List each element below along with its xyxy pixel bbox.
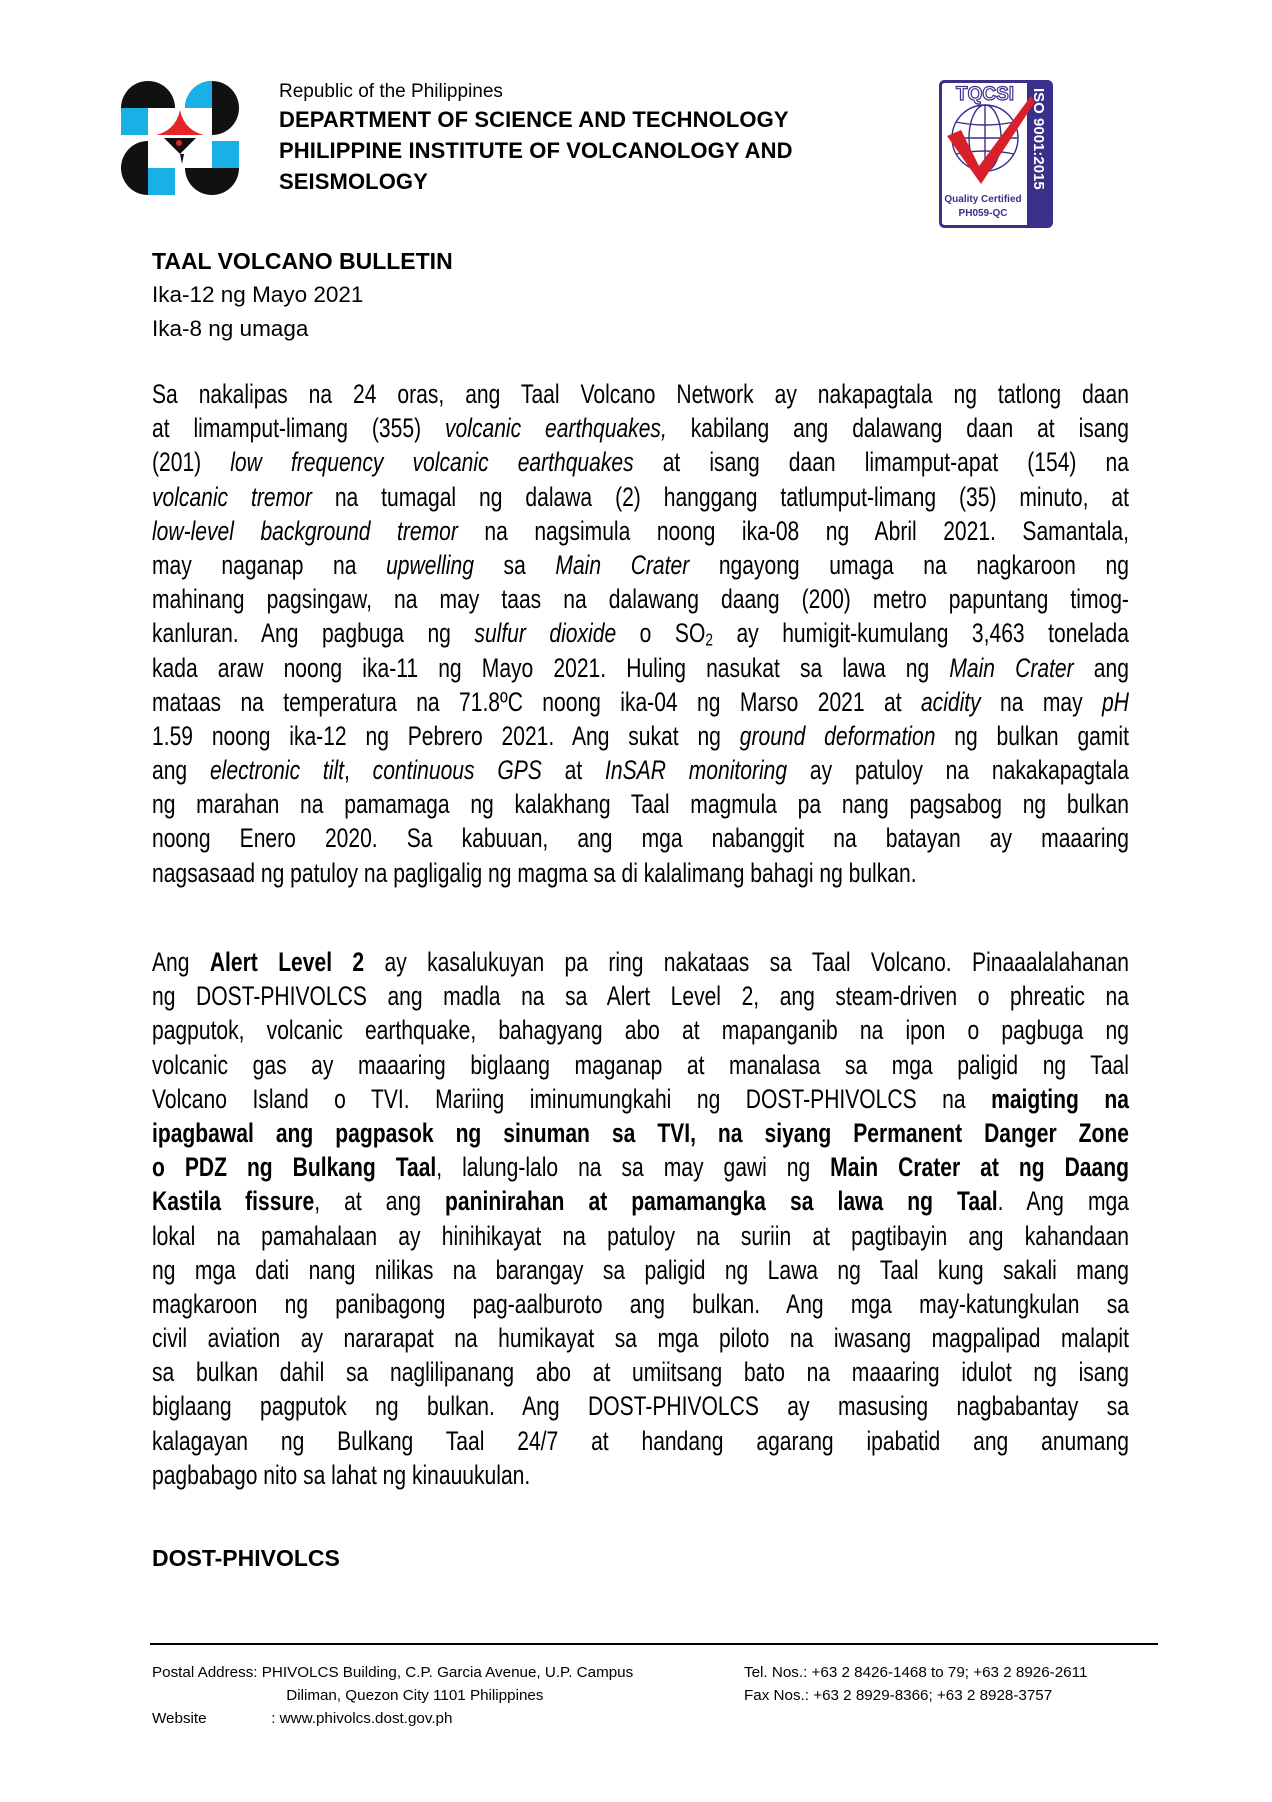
text-run: ng marahan na pamamaga ng kalakhang Taal magmula pa nang pagsabog ng bulkan xyxy=(152,789,1129,820)
text-run: at isang daan limamput-apat (154) na xyxy=(633,447,1129,478)
paragraph-line xyxy=(152,719,1129,753)
paragraph-line xyxy=(152,411,1129,445)
text-run: may naganap na xyxy=(152,549,387,580)
text-run: kabilang ang dalawang daan at isang xyxy=(666,413,1129,444)
website-link[interactable]: : www.phivolcs.dost.gov.ph xyxy=(271,1710,453,1727)
paragraph-line xyxy=(152,445,1129,479)
bold-text: maigting na xyxy=(991,1083,1129,1114)
paragraph-line xyxy=(152,548,1129,582)
text-run: ay humigit-kumulang 3,463 tonelada xyxy=(712,618,1129,649)
text-run: civil aviation ay nararapat na humikayat sa mga piloto na iwasang magpalipad malapit xyxy=(152,1323,1129,1354)
paragraph-line xyxy=(152,1424,1129,1458)
text-run: ng DOST-PHIVOLCS ang madla na sa Alert Level 2, ang steam-driven o phreatic na xyxy=(152,981,1129,1012)
paragraph-line xyxy=(152,945,1129,979)
italic-term: volcanic tremor xyxy=(152,481,312,512)
paragraph-line xyxy=(152,787,1129,821)
text-run: volcanic gas ay maaaring biglaang maganap at manalasa sa mga paligid ng Taal xyxy=(152,1049,1129,1080)
text-run: ang xyxy=(1073,652,1129,683)
text-run: pagbabago nito sa lahat ng kinauukulan. xyxy=(152,1459,531,1490)
bulletin-title: TAAL VOLCANO BULLETIN xyxy=(152,248,453,274)
text-run: pagputok, volcanic earthquake, bahagyang abo at mapanganib na ipon o pagbuga ng xyxy=(152,1015,1129,1046)
text-run: o SO xyxy=(616,618,706,649)
italic-term: electronic tilt xyxy=(209,755,344,786)
agency-header xyxy=(279,80,793,197)
paragraph-line xyxy=(152,685,1129,719)
text-run: at xyxy=(541,755,606,786)
paragraph-line xyxy=(152,1389,1129,1423)
bold-text: ipagbawal ang pagpasok ng sinuman sa TVI, na siyang Permanent Danger Zone xyxy=(152,1117,1129,1148)
badge-brand: TQCSI xyxy=(955,84,1015,105)
paragraph-line xyxy=(152,979,1129,1013)
signature: DOST-PHIVOLCS xyxy=(152,1545,340,1571)
paragraph-line xyxy=(152,1013,1129,1047)
postal-address-line1: PHIVOLCS Building, C.P. Garcia Avenue, U.P. Campus xyxy=(261,1664,634,1681)
paragraph-line xyxy=(152,1253,1129,1287)
subscript: 2 xyxy=(705,629,713,650)
text-run: kada araw noong ika-11 ng Mayo 2021. Huling nasukat sa lawa ng xyxy=(152,652,950,683)
footer xyxy=(152,1661,1162,1730)
dost-logo-icon xyxy=(120,78,240,198)
iso-certification-badge xyxy=(939,80,1053,228)
text-run: . Ang mga xyxy=(997,1186,1129,1217)
italic-term: ground deformation xyxy=(739,720,936,751)
footer-divider xyxy=(150,1643,1158,1645)
text-run: ng mga dati nang nilikas na barangay sa paligid ng Lawa ng Taal kung sakali mang xyxy=(152,1254,1129,1285)
institute-name-line1: PHILIPPINE INSTITUTE OF VOLCANOLOGY AND xyxy=(279,138,793,163)
text-run: , lalung-lalo na sa may gawi ng xyxy=(436,1152,831,1183)
text-run: noong Enero 2020. Sa kabuuan, ang mga nabanggit na batayan ay maaaring xyxy=(152,823,1129,854)
text-run: , xyxy=(343,755,373,786)
italic-term: volcanic earthquakes, xyxy=(445,413,667,444)
text-run: kanluran. Ang pagbuga ng xyxy=(152,618,475,649)
text-run: ng bulkan gamit xyxy=(935,720,1129,751)
italic-term: Main Crater xyxy=(555,549,690,580)
fax-numbers: Fax Nos.: +63 2 8929-8366; +63 2 8928-3757 xyxy=(744,1687,1053,1704)
paragraph-line xyxy=(152,1150,1129,1184)
text-run: ay patuloy na nakakapagtala xyxy=(787,755,1129,786)
text-run: magkaroon ng panibagong pag-aalburoto ang bulkan. Ang mga may-katungkulan sa xyxy=(152,1288,1129,1319)
paragraph-line xyxy=(152,582,1129,616)
text-run: 1.59 noong ika-12 ng Pebrero 2021. Ang sukat ng xyxy=(152,720,740,751)
italic-term: continuous GPS xyxy=(372,755,542,786)
paragraph-line xyxy=(152,1321,1129,1355)
paragraph-line xyxy=(152,480,1129,514)
telephone-numbers: Tel. Nos.: +63 2 8426-1468 to 79; +63 2 8926-2611 xyxy=(744,1664,1088,1681)
republic-text: Republic of the Philippines xyxy=(279,81,503,102)
text-run: ay kasalukuyan pa ring nakataas sa Taal Volcano. Pinaaalalahanan xyxy=(364,947,1129,977)
institute-name-line2: SEISMOLOGY xyxy=(279,169,428,194)
bold-text: paninirahan at pamamangka sa lawa ng Taal xyxy=(445,1186,998,1217)
website-label: Website xyxy=(152,1710,207,1727)
text-run: ngayong umaga na nagkaroon ng xyxy=(689,549,1129,580)
italic-term: low-level background tremor xyxy=(152,515,458,546)
paragraph-line xyxy=(152,1048,1129,1082)
text-run: mataas na temperatura na 71.8ºC noong ika-04 ng Marso 2021 at xyxy=(152,686,921,717)
italic-term: acidity xyxy=(920,686,981,717)
paragraph-line xyxy=(152,753,1129,787)
text-run: mahinang pagsingaw, na may taas na dalawang daang (200) metro papuntang timog- xyxy=(152,584,1129,615)
bulletin-time: Ika-8 ng umaga xyxy=(152,316,309,341)
badge-certified: Quality Certified xyxy=(944,194,1022,205)
italic-term: sulfur dioxide xyxy=(474,618,617,649)
text-run: , at ang xyxy=(314,1186,446,1217)
bulletin-date: Ika-12 ng Mayo 2021 xyxy=(152,282,364,307)
italic-term: Main Crater xyxy=(949,652,1074,683)
paragraph-line xyxy=(152,377,1129,411)
text-run: Sa nakalipas na 24 oras, ang Taal Volcano Network ay nakapagtala ng tatlong daan xyxy=(152,379,1129,409)
text-run: nagsasaad ng patuloy na pagligalig ng magma sa di kalalimang bahagi ng bulkan. xyxy=(152,857,917,888)
paragraph-line xyxy=(152,514,1129,548)
paragraph-line xyxy=(152,1458,1129,1492)
paragraph-line xyxy=(152,856,1129,890)
bold-text: Main Crater at ng Daang xyxy=(830,1152,1129,1183)
text-run: biglaang pagputok ng bulkan. Ang DOST-PHIVOLCS ay masusing nagbabantay sa xyxy=(152,1391,1129,1422)
text-run: ang xyxy=(152,755,210,786)
text-run: Volcano Island o TVI. Mariing iminumungkahi ng DOST-PHIVOLCS na xyxy=(152,1083,992,1114)
postal-address-line2: Diliman, Quezon City 1101 Philippines xyxy=(286,1687,544,1704)
text-run: kalagayan ng Bulkang Taal 24/7 at handang agarang ipabatid ang anumang xyxy=(152,1425,1129,1456)
badge-standard: ISO 9001:2015 xyxy=(1030,88,1047,190)
text-run: Ang xyxy=(152,947,210,977)
bold-text: Kastila fissure xyxy=(152,1186,315,1217)
paragraph-line xyxy=(152,1219,1129,1253)
text-run: sa bulkan dahil sa naglilipanang abo at umiitsang bato na maaaring idulot ng isang xyxy=(152,1357,1129,1388)
paragraph-line xyxy=(152,1184,1129,1218)
text-run: na may xyxy=(980,686,1103,717)
italic-term: upwelling xyxy=(386,549,474,580)
tqcsi-iso-badge-icon xyxy=(939,80,1053,228)
department-name: DEPARTMENT OF SCIENCE AND TECHNOLOGY xyxy=(279,107,789,132)
bulletin-heading xyxy=(152,244,453,346)
text-run: na nagsimula noong ika-08 ng Abril 2021. Samantala, xyxy=(457,515,1129,546)
paragraph-line xyxy=(152,616,1129,650)
paragraph-line xyxy=(152,821,1129,855)
text-run: at limamput-limang (355) xyxy=(152,413,446,444)
bold-text: o PDZ ng Bulkang Taal xyxy=(152,1152,437,1183)
text-run: sa xyxy=(473,549,556,580)
alert-paragraph xyxy=(152,945,1129,1492)
paragraph-line xyxy=(152,1287,1129,1321)
text-run: lokal na pamahalaan ay hinihikayat na patuloy na suriin at pagtibayin ang kahandaan xyxy=(152,1220,1129,1251)
paragraph-line xyxy=(152,1082,1129,1116)
paragraph-line xyxy=(152,1355,1129,1389)
bold-text: Alert Level 2 xyxy=(209,947,365,977)
italic-term: low frequency volcanic earthquakes xyxy=(230,447,634,478)
text-run: na tumagal ng dalawa (2) hanggang tatlumput-limang (35) minuto, at xyxy=(311,481,1129,512)
activity-paragraph xyxy=(152,377,1129,890)
italic-term: pH xyxy=(1102,686,1129,717)
badge-code: PH059-QC xyxy=(958,208,1008,219)
italic-term: InSAR monitoring xyxy=(605,755,788,786)
dost-logo xyxy=(120,78,240,198)
text-run: (201) xyxy=(152,447,231,478)
paragraph-line xyxy=(152,1116,1129,1150)
postal-label: Postal Address: xyxy=(152,1664,258,1681)
paragraph-line xyxy=(152,651,1129,685)
